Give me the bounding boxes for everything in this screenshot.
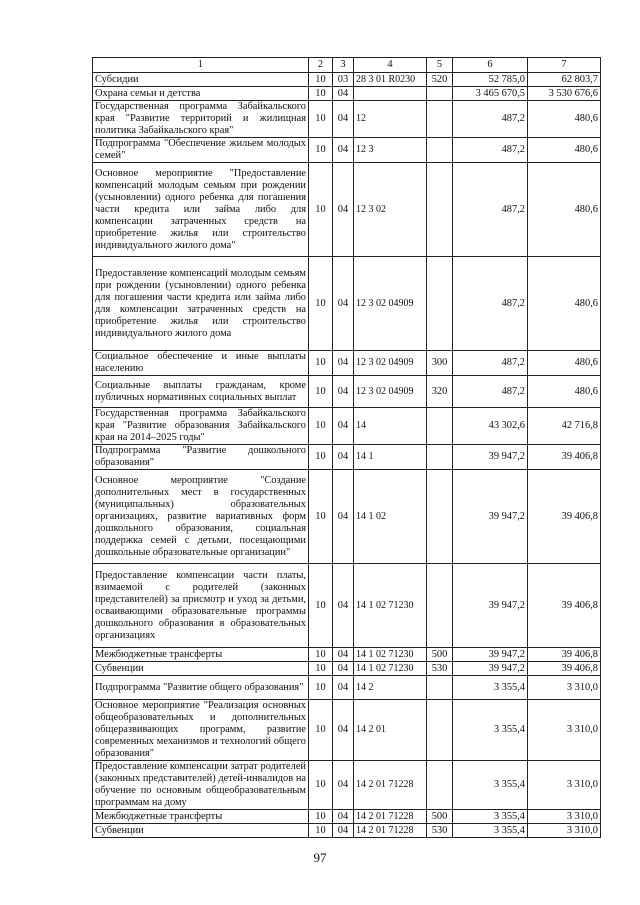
row-expense-type-cell: 520 — [427, 73, 453, 87]
table-row — [93, 470, 601, 564]
budget-table — [92, 57, 601, 838]
row-expense-type-cell — [427, 257, 453, 351]
row-subsection-cell: 03 — [333, 73, 354, 87]
row-expense-type-cell — [427, 101, 453, 138]
row-subsection-cell: 04 — [333, 163, 354, 257]
row-name-cell: Государственная программа Забайкальского края "Развитие образования Забайкальского края на 2014–2025 годы" — [93, 408, 309, 445]
row-subsection-cell: 04 — [333, 101, 354, 138]
row-target-code-cell: 14 2 01 71228 — [354, 810, 427, 824]
table-row — [93, 761, 601, 810]
row-section-cell: 10 — [309, 470, 333, 564]
row-section-cell: 10 — [309, 761, 333, 810]
row-amount-1-cell: 3 355,4 — [453, 824, 528, 838]
row-target-code-cell: 12 3 02 — [354, 163, 427, 257]
row-expense-type-cell — [427, 676, 453, 700]
row-subsection-cell: 04 — [333, 824, 354, 838]
row-section-cell: 10 — [309, 87, 333, 101]
row-target-code-cell: 14 2 01 — [354, 700, 427, 761]
row-amount-1-cell: 3 355,4 — [453, 676, 528, 700]
row-name-cell: Подпрограмма "Развитие дошкольного образования" — [93, 445, 309, 470]
row-name-cell: Субвенции — [93, 824, 309, 838]
row-amount-1-cell: 487,2 — [453, 351, 528, 376]
row-target-code-cell: 14 2 01 71228 — [354, 761, 427, 810]
row-section-cell: 10 — [309, 73, 333, 87]
row-amount-2-cell: 62 803,7 — [528, 73, 601, 87]
row-target-code-cell: 14 1 02 71230 — [354, 564, 427, 648]
row-amount-2-cell: 3 310,0 — [528, 810, 601, 824]
row-subsection-cell: 04 — [333, 138, 354, 163]
table-row — [93, 351, 601, 376]
row-amount-1-cell: 39 947,2 — [453, 662, 528, 676]
header-cell: 5 — [427, 58, 453, 73]
row-amount-1-cell: 3 355,4 — [453, 761, 528, 810]
table-row — [93, 700, 601, 761]
row-name-cell: Субсидии — [93, 73, 309, 87]
table-row — [93, 101, 601, 138]
row-target-code-cell: 12 3 02 04909 — [354, 351, 427, 376]
row-amount-1-cell: 487,2 — [453, 138, 528, 163]
row-subsection-cell: 04 — [333, 700, 354, 761]
row-amount-2-cell: 39 406,8 — [528, 564, 601, 648]
row-target-code-cell — [354, 87, 427, 101]
row-amount-2-cell: 480,6 — [528, 138, 601, 163]
table-row — [93, 445, 601, 470]
row-name-cell: Основное мероприятие "Создание дополнительных мест в государственных (муниципальных) образовательных организациях, развитие вариативных форм дошкольного образования, социальная поддержка семей с детьми, посещающими дошкольные образовательные организации" — [93, 470, 309, 564]
row-expense-type-cell — [427, 163, 453, 257]
row-section-cell: 10 — [309, 810, 333, 824]
table-row — [93, 138, 601, 163]
row-target-code-cell: 14 1 02 71230 — [354, 648, 427, 662]
row-name-cell: Государственная программа Забайкальского края "Развитие территорий и жилищная политика Забайкальского края" — [93, 101, 309, 138]
row-expense-type-cell: 530 — [427, 824, 453, 838]
header-cell: 2 — [309, 58, 333, 73]
row-subsection-cell: 04 — [333, 470, 354, 564]
row-expense-type-cell: 300 — [427, 351, 453, 376]
row-target-code-cell: 14 1 02 — [354, 470, 427, 564]
row-section-cell: 10 — [309, 163, 333, 257]
table-row — [93, 824, 601, 838]
row-target-code-cell: 14 1 — [354, 445, 427, 470]
row-amount-1-cell: 3 465 670,5 — [453, 87, 528, 101]
row-subsection-cell: 04 — [333, 87, 354, 101]
row-amount-1-cell: 487,2 — [453, 257, 528, 351]
row-subsection-cell: 04 — [333, 351, 354, 376]
row-amount-2-cell: 3 310,0 — [528, 700, 601, 761]
row-name-cell: Подпрограмма "Обеспечение жильем молодых семей" — [93, 138, 309, 163]
row-name-cell: Предоставление компенсации затрат родителей (законных представителей) детей-инвалидов на обучение по основным общеобразовательным программам на дому — [93, 761, 309, 810]
table-row — [93, 662, 601, 676]
header-cell: 1 — [93, 58, 309, 73]
row-expense-type-cell: 500 — [427, 810, 453, 824]
row-subsection-cell: 04 — [333, 408, 354, 445]
row-expense-type-cell: 500 — [427, 648, 453, 662]
row-section-cell: 10 — [309, 700, 333, 761]
row-name-cell: Предоставление компенсации части платы, взимаемой с родителей (законных представителей) за присмотр и уход за детьми, осваивающими образовательные программы дошкольного образования в образовательных организациях — [93, 564, 309, 648]
row-subsection-cell: 04 — [333, 564, 354, 648]
row-target-code-cell: 12 3 02 04909 — [354, 257, 427, 351]
row-name-cell: Основное мероприятие "Реализация основных общеобразовательных и дополнительных общеразвивающих программ, развитие современных механизмов и технологий общего образования" — [93, 700, 309, 761]
row-name-cell: Охрана семьи и детства — [93, 87, 309, 101]
row-name-cell: Предоставление компенсаций молодым семьям при рождении (усыновлении) одного ребенка для погашения части кредита или займа либо для компенсации затраченных средств на приобретение жилья или строительство индивидуального жилого дома — [93, 257, 309, 351]
row-name-cell: Подпрограмма "Развитие общего образования" — [93, 676, 309, 700]
row-expense-type-cell — [427, 470, 453, 564]
row-amount-2-cell: 3 530 676,6 — [528, 87, 601, 101]
row-amount-2-cell: 3 310,0 — [528, 676, 601, 700]
row-section-cell: 10 — [309, 138, 333, 163]
row-amount-2-cell: 39 406,8 — [528, 470, 601, 564]
row-target-code-cell: 28 3 01 R0230 — [354, 73, 427, 87]
row-section-cell: 10 — [309, 408, 333, 445]
table-row — [93, 376, 601, 408]
row-subsection-cell: 04 — [333, 810, 354, 824]
row-subsection-cell: 04 — [333, 257, 354, 351]
page-number: 97 — [313, 850, 327, 865]
table-row — [93, 408, 601, 445]
row-section-cell: 10 — [309, 445, 333, 470]
row-amount-1-cell: 39 947,2 — [453, 470, 528, 564]
row-target-code-cell: 14 2 — [354, 676, 427, 700]
table-row — [93, 163, 601, 257]
row-name-cell: Основное мероприятие "Предоставление компенсаций молодым семьям при рождении (усыновлении) одного ребенка для погашения части кредита или займа либо для компенсации затраченных средств на приобретение жилья или строительство индивидуального жилого дома" — [93, 163, 309, 257]
row-section-cell: 10 — [309, 662, 333, 676]
row-section-cell: 10 — [309, 676, 333, 700]
row-amount-1-cell: 487,2 — [453, 101, 528, 138]
header-cell: 3 — [333, 58, 354, 73]
row-name-cell: Социальное обеспечение и иные выплаты населению — [93, 351, 309, 376]
row-amount-1-cell: 3 355,4 — [453, 700, 528, 761]
row-name-cell: Субвенции — [93, 662, 309, 676]
row-section-cell: 10 — [309, 351, 333, 376]
header-cell: 6 — [453, 58, 528, 73]
row-amount-2-cell: 480,6 — [528, 101, 601, 138]
row-amount-2-cell: 480,6 — [528, 351, 601, 376]
table-row — [93, 564, 601, 648]
row-subsection-cell: 04 — [333, 676, 354, 700]
table-row — [93, 648, 601, 662]
row-expense-type-cell: 320 — [427, 376, 453, 408]
row-amount-2-cell: 3 310,0 — [528, 824, 601, 838]
row-amount-2-cell: 39 406,8 — [528, 445, 601, 470]
row-target-code-cell: 14 1 02 71230 — [354, 662, 427, 676]
row-expense-type-cell — [427, 761, 453, 810]
row-amount-1-cell: 39 947,2 — [453, 445, 528, 470]
row-expense-type-cell — [427, 445, 453, 470]
row-target-code-cell: 14 2 01 71228 — [354, 824, 427, 838]
row-section-cell: 10 — [309, 376, 333, 408]
header-cell: 7 — [528, 58, 601, 73]
header-row — [93, 58, 601, 73]
row-name-cell: Межбюджетные трансферты — [93, 810, 309, 824]
row-amount-1-cell: 487,2 — [453, 376, 528, 408]
row-name-cell: Межбюджетные трансферты — [93, 648, 309, 662]
row-section-cell: 10 — [309, 824, 333, 838]
header-cell: 4 — [354, 58, 427, 73]
table-row — [93, 73, 601, 87]
row-subsection-cell: 04 — [333, 376, 354, 408]
row-expense-type-cell — [427, 700, 453, 761]
row-amount-2-cell: 480,6 — [528, 257, 601, 351]
row-expense-type-cell — [427, 87, 453, 101]
table-row — [93, 87, 601, 101]
row-amount-1-cell: 39 947,2 — [453, 564, 528, 648]
table-row — [93, 810, 601, 824]
row-section-cell: 10 — [309, 564, 333, 648]
row-amount-2-cell: 39 406,8 — [528, 662, 601, 676]
row-amount-1-cell: 3 355,4 — [453, 810, 528, 824]
row-amount-2-cell: 39 406,8 — [528, 648, 601, 662]
row-subsection-cell: 04 — [333, 662, 354, 676]
row-amount-1-cell: 39 947,2 — [453, 648, 528, 662]
row-amount-1-cell: 43 302,6 — [453, 408, 528, 445]
row-amount-2-cell: 480,6 — [528, 163, 601, 257]
row-subsection-cell: 04 — [333, 648, 354, 662]
row-subsection-cell: 04 — [333, 445, 354, 470]
row-target-code-cell: 12 3 — [354, 138, 427, 163]
row-expense-type-cell — [427, 138, 453, 163]
row-name-cell: Социальные выплаты гражданам, кроме публичных нормативных социальных выплат — [93, 376, 309, 408]
row-section-cell: 10 — [309, 101, 333, 138]
row-target-code-cell: 14 — [354, 408, 427, 445]
table-row — [93, 676, 601, 700]
table-row — [93, 257, 601, 351]
row-amount-2-cell: 42 716,8 — [528, 408, 601, 445]
row-expense-type-cell — [427, 564, 453, 648]
row-amount-2-cell: 480,6 — [528, 376, 601, 408]
row-subsection-cell: 04 — [333, 761, 354, 810]
row-target-code-cell: 12 — [354, 101, 427, 138]
row-amount-1-cell: 487,2 — [453, 163, 528, 257]
row-section-cell: 10 — [309, 648, 333, 662]
row-amount-1-cell: 52 785,0 — [453, 73, 528, 87]
row-expense-type-cell: 530 — [427, 662, 453, 676]
row-target-code-cell: 12 3 02 04909 — [354, 376, 427, 408]
row-expense-type-cell — [427, 408, 453, 445]
row-section-cell: 10 — [309, 257, 333, 351]
row-amount-2-cell: 3 310,0 — [528, 761, 601, 810]
